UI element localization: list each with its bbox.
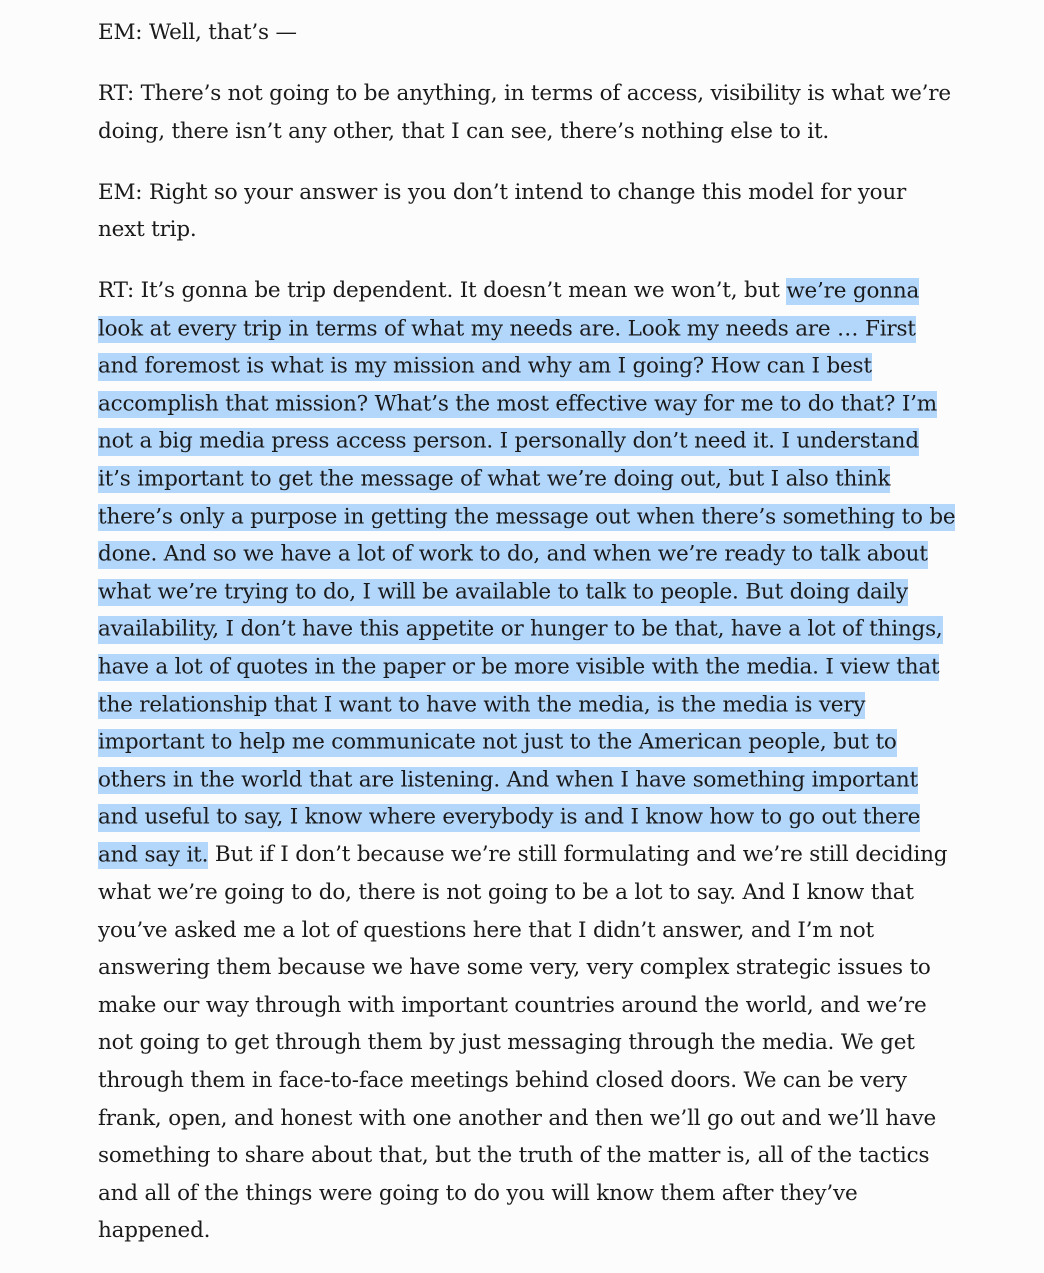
paragraph-text: EM: Well, that’s —	[98, 20, 297, 45]
paragraph-text-before-selection: RT: It’s gonna be trip dependent. It doesn’t mean we won’t, but	[98, 278, 787, 304]
paragraph-text: EM: Right so your answer is you don’t intend to change this model for your next trip.	[98, 179, 907, 243]
transcript-paragraph-em-model	[98, 174, 958, 249]
interview-transcript	[98, 14, 958, 1273]
transcript-paragraph-rt-access	[98, 75, 958, 150]
paragraph-text: RT: There’s not going to be anything, in terms of access, visibility is what we’re doing, there isn’t any other, that I can see, there’s nothing else to it.	[98, 81, 951, 144]
transcript-paragraph-rt-trip	[98, 272, 958, 1249]
paragraph-text-after-selection: But if I don’t because we’re still formulating and we’re still deciding what we’re going to do, there is not going to be a lot to say. And I know that you’ve asked me a lot of questions here that I didn’t answer, and I’m not answering them because we have some very, very complex strategic issues to make our way through with important countries around the world, and we’re not going to get through them by just messaging through the media. We get through them in face-to-face meetings behind closed doors. We can be very frank, open, and honest with one another and then we’ll go out and we’ll have something to share about that, but the truth of the matter is, all of the tactics and all of the things were going to do you will know them after they’ve happened.	[98, 842, 948, 1244]
transcript-paragraph-em-well	[98, 14, 958, 52]
selected-text-highlight[interactable]: we’re gonna look at every trip in terms of what my needs are. Look my needs are … First and foremost is what is my mission and why am I going? How can I best accomplish that mission? What’s the most effective way for me to do that? I’m not a big media press access person. I personally don’t need it. I understand it’s important to get the message of what we’re doing out, but I also think there’s only a purpose in getting the message out when there’s something to be done. And so we have a lot of work to do, and when we’re ready to talk about what we’re trying to do, I will be available to talk to people. But doing daily availability, I don’t have this appetite or hunger to be that, have a lot of things, have a lot of quotes in the paper or be more visible with the media. I view that the relationship that I want to have with the media, is the media is very important to help me communicate not just to the American people, but to others in the world that are listening. And when I have something important and useful to say, I know where everybody is and I know how to go out there and say it.	[98, 278, 956, 868]
